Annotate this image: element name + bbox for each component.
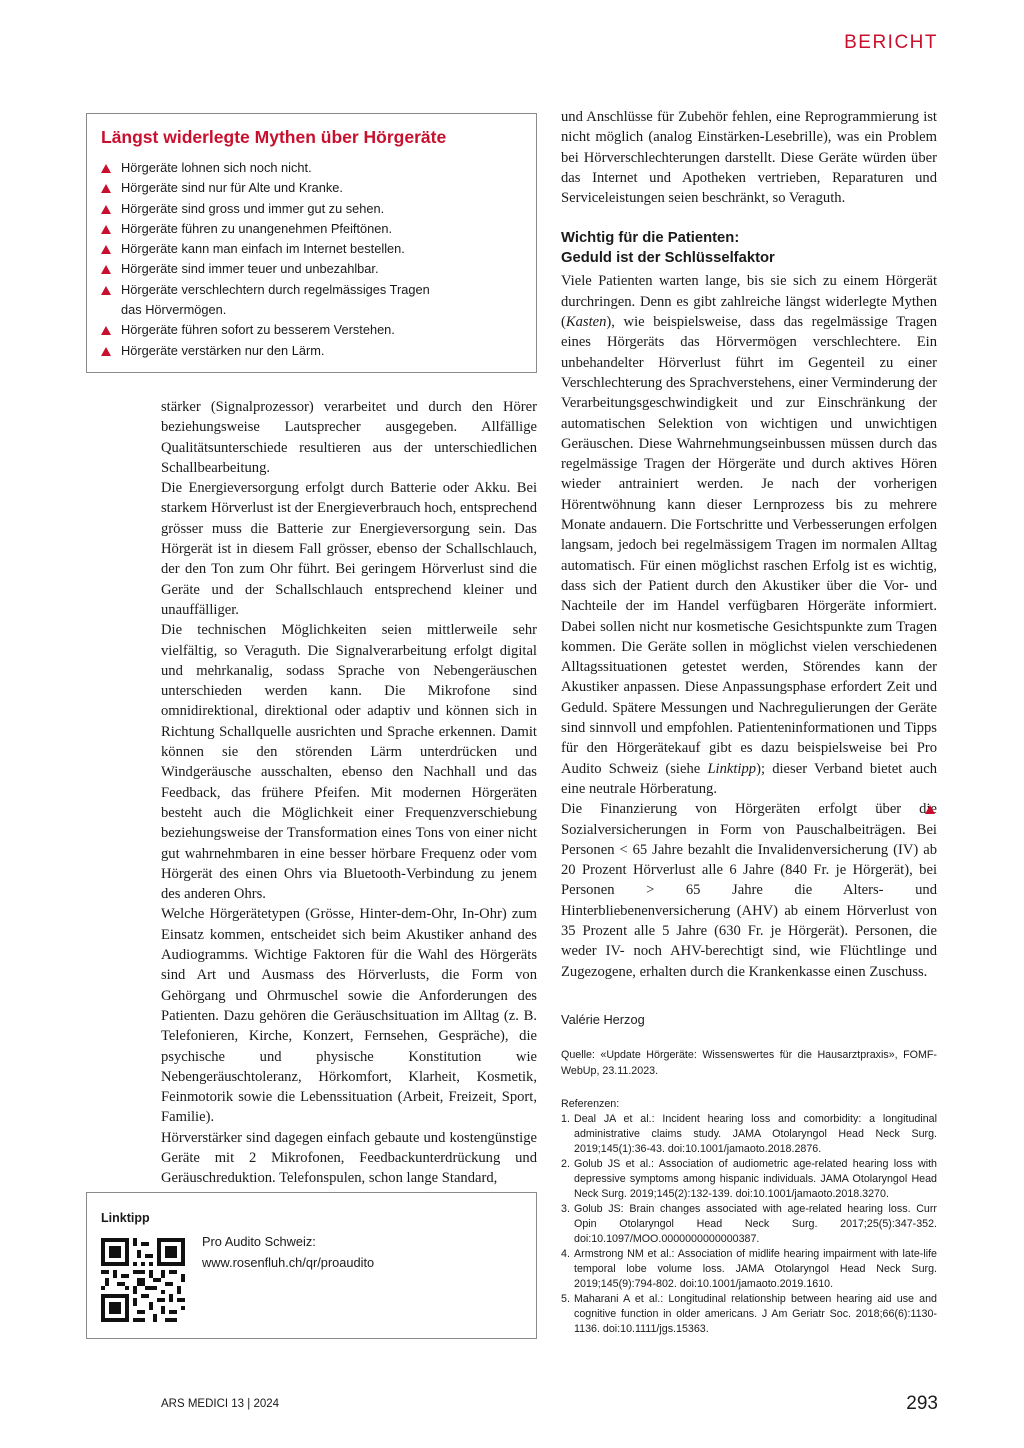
section-label: BERICHT <box>844 32 938 53</box>
triangle-bullet-icon <box>101 205 111 214</box>
list-item: Hörgeräte führen sofort zu besserem Verstehen. <box>101 320 522 340</box>
myth-box-title: Längst widerlegte Mythen über Hörgeräte <box>101 127 447 147</box>
triangle-bullet-icon <box>101 347 111 356</box>
link-tip-title: Linktipp <box>101 1211 150 1225</box>
body-paragraph: Die Finanzierung von Hörgeräten erfolgt über die Sozialversicherungen in Form von Pauschalbeiträgen. Bei Personen < 65 Jahre bezahlt die Invalidenversicherung (IV) ab 20 Prozent Hörverlust alle 6 Jahre (840 Fr. je Hörgerät), bei Personen > 65 Jahre die Alters- und Hinterbliebenenversicherung (AHV) ab einem Hörverlust von 35 Prozent alle 5 Jahre (630 Fr. je Hörgerät). Personen, die weder IV- noch AHV-berechtigt sind, wie Flüchtlinge und Zugezogene, erhalten durch die Krankenkasse einen Zuschuss. <box>561 801 937 980</box>
body-paragraph: stärker (Signalprozessor) verarbeitet und durch den Hörer beziehungsweise Lautsprecher ausgegeben. Allfällige Qualitätsunterschiede resultieren aus der unterschiedlichen Schallbearbeitung. <box>161 399 537 476</box>
triangle-bullet-icon <box>101 265 111 274</box>
body-paragraph: Viele Patienten warten lange, bis sie sich zu einem Hörgerät durchringen. Denn es gibt zahlreiche längst widerlegte Mythen (Kasten), wie beispielsweise, dass das regelmässige Tragen eines Hörgeräts das Hörvermögen verschlechtere. Ein unbehandelter Hörverlust führt im Gegenteil zu einer Verschlechterung des Sprachverstehens, einer Verminderung der Verarbeitungsgeschwindigkeit und zur Einschränkung der automatischen Selektion von wichtigen und unwichtigen Geräuschen. Diese Wahrnehmungseinbussen müssen durch das regelmässige Tragen der Hörgeräte und durch aktives Hören wieder antrainiert werden. Je nach der vorherigen Hörentwöhnung kann dieser Lernprozess bis zu mehrere Monate andauern. Die Fortschritte und Verbesserungen erfolgen langsam, jedoch bei regelmässigem Tragen im normalen Alltag automatisch. Für einen möglichst raschen Erfolg ist es wichtig, dass sich der Patient durch den Akustiker über die Vor- und Nachteile der im Handel verfügbaren Hörgeräte informiert. Dabei sollen nicht nur kosmetische Gesichtspunkte zum Tragen kommen. Die Geräte sollen in möglichst vielen verschiedenen Alltagssituationen getestet werden, Störendes kann der Akustiker anpassen. Diese Anpassungsphase erfordert Zeit und Geduld. Spätere Messungen und Nachregulierungen der Geräte sind sinnvoll und empfohlen. Patienteninformationen und Tipps für den Hörgerätekauf gibt es dazu beispielsweise bei Pro Audito Schweiz (siehe Linktipp); dieser Verband bietet auch eine neutrale Hörberatung. <box>561 273 937 797</box>
triangle-bullet-icon <box>101 184 111 193</box>
source-note: Quelle: «Update Hörgeräte: Wissenswertes für die Hausarztpraxis», FOMF-WebUp, 23.11.2023. <box>561 1049 937 1077</box>
references-heading: Referenzen: <box>561 1098 620 1111</box>
list-item: Hörgeräte lohnen sich noch nicht. <box>101 158 522 178</box>
body-paragraph: Die technischen Möglichkeiten seien mittlerweile sehr vielfältig, so Veraguth. Die Signalverarbeitung erfolgt digital und mehrkanalig, sodass Sprache von Nebengeräuschen unterschieden werden kann. Die Mikrofone sind omnidirektional, direktional oder adaptiv und können sich in Richtung Schallquelle ausrichten und Sprache erkennen. Damit können sie den störenden Lärm unterdrücken und Windgeräusche ausschalten, ebenso den Nachhall und das Feedback, das frühere Pfeifen. Mit modernen Hörgeräten besteht auch die Möglichkeit einer Frequenzverschiebung beziehungsweise der Transformation eines Tons von einer nicht gut wahrnehmbaren in eine besser hörbare Frequenz oder vom Hörgerät des einen Ohrs via Bluetooth-Verbindung zu jenem des anderen Ohrs. <box>161 622 537 903</box>
myth-box <box>86 113 537 373</box>
reference-item: 5. Maharani A et al.: Longitudinal relationship between hearing aid use and cognitive function in older americans. J Am Geriatr Soc. 2018;66(6):1130-1136. doi:10.1111/jgs.15363. <box>561 1293 937 1336</box>
list-item: Hörgeräte sind nur für Alte und Kranke. <box>101 178 522 198</box>
page-number: 293 <box>906 1393 938 1414</box>
list-item: Hörgeräte verschlechtern durch regelmässiges Tragen das Hörvermögen. <box>101 280 522 321</box>
reference-item: 4. Armstrong NM et al.: Association of midlife hearing impairment with late-life temporal lobe volume loss. JAMA Otolaryngol Head Neck Surg. 2019;145(9):794-802. doi:10.1001/jamaoto.2019.1610. <box>561 1248 937 1291</box>
list-item: Hörgeräte sind immer teuer und unbezahlbar. <box>101 259 522 279</box>
list-item: Hörgeräte sind gross und immer gut zu sehen. <box>101 199 522 219</box>
list-item: Hörgeräte kann man einfach im Internet bestellen. <box>101 239 522 259</box>
link-tip-box <box>86 1192 537 1339</box>
myth-list <box>101 158 522 361</box>
reference-item: 1. Deal JA et al.: Incident hearing loss and comorbidity: a longitudinal administrative claims study. JAMA Otolaryngol Head Neck Surg. 2019;145(1):36-43. doi:10.1001/jamaoto.2018.2876. <box>561 1113 937 1156</box>
link-tip-url[interactable]: www.rosenfluh.ch/qr/proaudito <box>202 1255 375 1270</box>
right-column <box>561 107 937 1337</box>
link-tip-name: Pro Audito Schweiz: <box>202 1234 316 1249</box>
link-tip-text <box>202 1231 374 1273</box>
reference-item: 2. Golub JS et al.: Association of audiometric age-related hearing loss with depressive symptoms among hispanic individuals. JAMA Otolaryngol Head Neck Surg. 2019;145(2):132-139. doi:10.1001/jamaoto.2018.3270. <box>561 1158 937 1201</box>
list-item: Hörgeräte führen zu unangenehmen Pfeiftönen. <box>101 219 522 239</box>
references-list <box>561 1112 937 1337</box>
triangle-bullet-icon <box>101 245 111 254</box>
left-column <box>161 397 537 1189</box>
body-paragraph: und Anschlüsse für Zubehör fehlen, eine Reprogrammierung ist nicht möglich (analog Einstärken-Lesebrille), was ein Problem bei Hörverschlechterungen darstellt. Diese Geräte würden über das Internet und Apotheken vertrieben, Reparaturen und Serviceleistungen seien beschränkt, so Veraguth. <box>561 109 937 207</box>
footer-journal: ARS MEDICI 13 | 2024 <box>161 1398 280 1410</box>
end-mark-icon <box>925 805 935 814</box>
body-paragraph: Welche Hörgerätetypen (Grösse, Hinter-dem-Ohr, In-Ohr) zum Einsatz kommen, entscheidet sich beim Akustiker anhand des Audiogramms. Wichtige Faktoren für die Wahl des Hörgeräts sind Art und Ausmass des Hörverlusts, die Form von Gehörgang und Ohrmuschel sowie die Anforderungen des Patienten. Dazu gehören die Geräuschsituation im Alltag (z. B. Telefonieren, Kirche, Konzert, Fernsehen, Gespräche), die psychische und physische Konstitution wie Nebengeräuschtoleranz, Hörkomfort, Klarheit, Kosmetik, Feinmotorik sowie die Lebenssituation (Arbeit, Freizeit, Sport, Familie). <box>161 906 537 1126</box>
section-heading: Wichtig für die Patienten: Geduld ist der Schlüsselfaktor <box>561 230 775 267</box>
triangle-bullet-icon <box>101 286 111 295</box>
body-paragraph: Hörverstärker sind dagegen einfach gebaute und kostengünstige Geräte mit 2 Mikrofonen, Feedbackunterdrückung und Geräuschreduktion. Telefonspulen, schon lange Standard, <box>161 1129 537 1187</box>
triangle-bullet-icon <box>101 225 111 234</box>
reference-item: 3. Golub JS: Brain changes associated with age-related hearing loss. Curr Opin Otolaryngol Head Neck Surg. 2017;25(5):347-352. doi:10.1097/MOO.0000000000000387. <box>561 1203 937 1246</box>
body-paragraph: Die Energieversorgung erfolgt durch Batterie oder Akku. Bei starkem Hörverlust ist der Energieverbrauch hoch, entsprechend grösser muss die Batterie zur Energieversorgung sein. Das Hörgerät ist in diesem Fall grösser, ebenso der Schallschlauch, der den Ton zum Ohr führt. Bei geringem Hörverlust sind die Geräte und der Schallschlauch entsprechend kleiner und unauffälliger. <box>161 480 537 618</box>
list-item: Hörgeräte verstärken nur den Lärm. <box>101 341 522 361</box>
qr-code-icon[interactable] <box>101 1238 185 1322</box>
triangle-bullet-icon <box>101 326 111 335</box>
triangle-bullet-icon <box>101 164 111 173</box>
author: Valérie Herzog <box>561 1011 645 1027</box>
final-paragraph-wrap <box>561 799 937 982</box>
